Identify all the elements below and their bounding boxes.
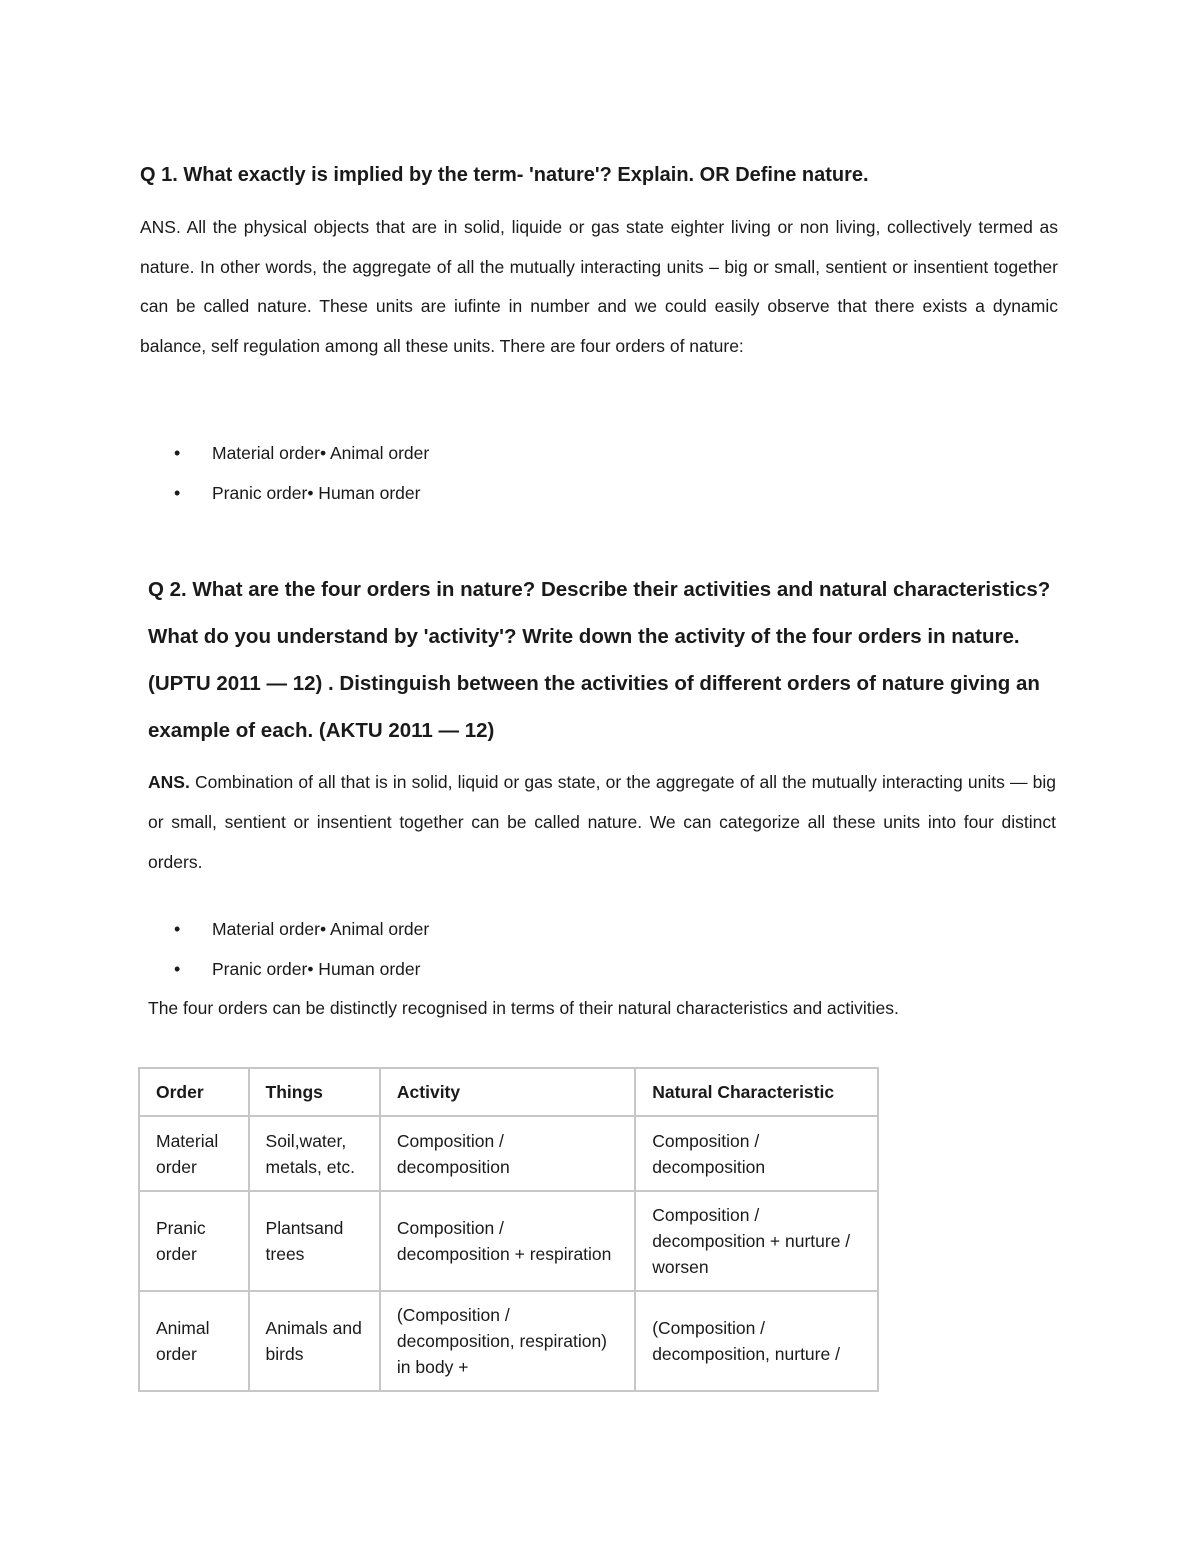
bullet-icon: • [174,959,181,979]
bullet-icon: • [174,443,181,463]
cell-activity: (Composition / decomposition, respiration) in body + [380,1291,635,1391]
list-item-text: Pranic order• Human order [212,959,421,979]
cell-activity: Composition / decomposition + respiration [380,1191,635,1291]
question-1-bullet-list [140,433,1040,513]
bullet-icon: • [174,919,181,939]
list-item-text: Pranic order• Human order [212,483,421,503]
cell-natural-characteristic: Composition / decomposition + nurture / worsen [635,1191,878,1291]
cell-things: Plantsand trees [249,1191,380,1291]
orders-table [138,1067,879,1392]
header-things: Things [249,1068,380,1116]
question-1-title: Q 1. What exactly is implied by the term- 'nature'? Explain. OR Define nature. [140,164,869,186]
table-row [139,1116,878,1191]
header-order: Order [139,1068,249,1116]
bullet-icon: • [174,483,181,503]
cell-activity: Composition / decomposition [380,1116,635,1191]
cell-order: Animal order [139,1291,249,1391]
question-2-title: Q 2. What are the four orders in nature? Describe their activities and natural characteristics? What do you understand by 'activity'? Write down the activity of the four orders in nature. (UPTU 2011 — 12) . Distinguish between the activities of different orders of nature giving an example of each. (AKTU 2011 — 12) [148,578,1051,742]
answer-label: ANS. [148,772,190,792]
list-item [140,909,1040,949]
answer-text: Combination of all that is in solid, liquid or gas state, or the aggregate of all the mutually interacting units — big or small, sentient or insentient together can be called nature. We can categorize all these units into four distinct orders. [148,772,1056,872]
question-1-answer [140,208,1058,366]
table-row [139,1291,878,1391]
cell-natural-characteristic: (Composition / decomposition, nurture / [635,1291,878,1391]
list-item [140,949,1040,989]
list-item-text: Material order• Animal order [212,443,430,463]
table-row [139,1191,878,1291]
question-2-answer [148,762,1056,882]
closing-sentence: The four orders can be distinctly recognised in terms of their natural characteristics and activities. [148,998,899,1018]
cell-order: Pranic order [139,1191,249,1291]
answer-label: ANS. [140,217,181,237]
question-2-bullet-list [140,909,1040,989]
header-activity: Activity [380,1068,635,1116]
list-item [140,473,1040,513]
cell-order: Material order [139,1116,249,1191]
table-header-row [139,1068,878,1116]
cell-natural-characteristic: Composition / decomposition [635,1116,878,1191]
list-item [140,433,1040,473]
cell-things: Soil,water, metals, etc. [249,1116,380,1191]
answer-text: All the physical objects that are in solid, liquide or gas state eighter living or non living, collectively termed as nature. In other words, the aggregate of all the mutually interacting units – big or small, sentient or insentient together can be called nature. These units are iufinte in number and we could easily observe that there exists a dynamic balance, self regulation among all these units. There are four orders of nature: [140,217,1058,356]
header-natural-characteristic: Natural Characteristic [635,1068,878,1116]
list-item-text: Material order• Animal order [212,919,430,939]
cell-things: Animals and birds [249,1291,380,1391]
